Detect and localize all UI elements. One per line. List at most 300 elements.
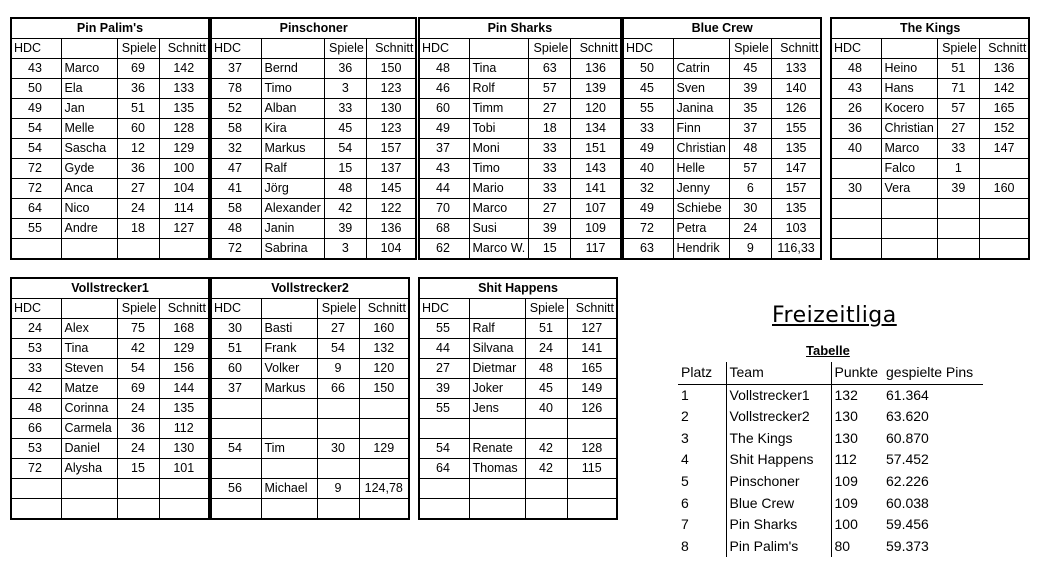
hdc-cell: 48 [831, 59, 881, 79]
player-name: Joker [469, 379, 525, 399]
spiele-cell: 69 [117, 59, 159, 79]
player-name: Marco [469, 199, 529, 219]
spiele-cell: 51 [117, 99, 159, 119]
name-header [61, 39, 117, 59]
spiele-cell: 45 [324, 119, 366, 139]
player-row [211, 239, 416, 260]
schnitt-cell: 109 [571, 219, 621, 239]
name-header [469, 39, 529, 59]
hdc-cell: 54 [11, 119, 61, 139]
standings-pins: 60.870 [886, 429, 929, 446]
schnitt-header: Schnitt [159, 299, 209, 319]
player-row [623, 119, 821, 139]
hdc-cell: 64 [11, 199, 61, 219]
spiele-cell: 30 [729, 199, 771, 219]
player-name: Steven [61, 359, 117, 379]
team-table [418, 277, 618, 520]
player-row [831, 239, 1029, 260]
player-row [211, 359, 409, 379]
player-row [623, 179, 821, 199]
schnitt-cell [159, 499, 209, 520]
player-row [623, 219, 821, 239]
schnitt-cell: 155 [771, 119, 821, 139]
schnitt-cell: 141 [571, 179, 621, 199]
player-name: Timo [261, 79, 324, 99]
hdc-cell: 40 [623, 159, 673, 179]
hdc-cell: 63 [623, 239, 673, 260]
hdc-cell: 50 [11, 79, 61, 99]
hdc-header: HDC [831, 39, 881, 59]
spiele-cell: 3 [324, 79, 366, 99]
player-row [831, 79, 1029, 99]
team-name-row [211, 18, 416, 39]
player-name: Falco [881, 159, 937, 179]
hdc-cell [419, 479, 469, 499]
standings-pins: 62.226 [886, 472, 929, 489]
player-row [419, 159, 621, 179]
spiele-header: Spiele [729, 39, 771, 59]
player-name [881, 219, 937, 239]
column-header-row [831, 39, 1029, 59]
hdc-cell: 36 [831, 119, 881, 139]
schnitt-header: Schnitt [567, 299, 617, 319]
schnitt-cell: 117 [571, 239, 621, 260]
player-row [419, 419, 617, 439]
player-name: Corinna [61, 399, 117, 419]
player-row [211, 379, 409, 399]
hdc-cell [211, 419, 261, 439]
player-name: Alysha [61, 459, 117, 479]
player-name: Tobi [469, 119, 529, 139]
schnitt-cell: 135 [159, 399, 209, 419]
hdc-cell: 60 [419, 99, 469, 119]
spiele-cell: 54 [117, 359, 159, 379]
player-name [261, 459, 317, 479]
player-name: Ela [61, 79, 117, 99]
spiele-cell: 12 [117, 139, 159, 159]
player-row [211, 479, 409, 499]
standings-punkte: 132 [831, 384, 883, 406]
standings-pins: 60.038 [886, 494, 929, 511]
player-row [211, 319, 409, 339]
player-name [261, 399, 317, 419]
player-row [419, 219, 621, 239]
team-table [622, 17, 822, 260]
standings-punkte: 100 [831, 514, 883, 536]
hdc-cell: 37 [419, 139, 469, 159]
name-header [261, 39, 324, 59]
player-name: Jörg [261, 179, 324, 199]
player-row [211, 179, 416, 199]
schnitt-cell: 149 [567, 379, 617, 399]
schnitt-cell [359, 499, 409, 520]
player-name: Thomas [469, 459, 525, 479]
hdc-cell: 30 [211, 319, 261, 339]
spiele-cell [937, 239, 979, 260]
spiele-cell: 57 [937, 99, 979, 119]
schnitt-cell: 129 [159, 139, 209, 159]
player-row [11, 339, 209, 359]
hdc-cell: 51 [211, 339, 261, 359]
spiele-cell: 40 [525, 399, 567, 419]
team-name: Blue Crew [623, 18, 821, 39]
schnitt-cell: 116,33 [771, 239, 821, 260]
spiele-cell: 57 [729, 159, 771, 179]
spiele-cell: 45 [729, 59, 771, 79]
player-name: Catrin [673, 59, 729, 79]
hdc-cell [831, 239, 881, 260]
spiele-header: Spiele [117, 39, 159, 59]
standings-pins: 61.364 [886, 386, 929, 403]
schnitt-cell [159, 239, 209, 260]
player-row [831, 199, 1029, 219]
standings-team: The Kings [726, 428, 831, 450]
spiele-cell: 6 [729, 179, 771, 199]
schnitt-cell: 147 [979, 139, 1029, 159]
hdc-cell: 48 [11, 399, 61, 419]
spiele-cell: 42 [525, 459, 567, 479]
hdc-cell: 55 [419, 319, 469, 339]
standings-table [678, 362, 983, 557]
player-name: Ralf [469, 319, 525, 339]
schnitt-cell: 114 [159, 199, 209, 219]
standings-row [678, 471, 983, 493]
spiele-cell: 54 [324, 139, 366, 159]
hdc-cell: 55 [419, 399, 469, 419]
hdc-cell: 46 [419, 79, 469, 99]
hdc-cell: 26 [831, 99, 881, 119]
standings-header-pins: gespielte Pins [883, 362, 983, 384]
hdc-cell [11, 479, 61, 499]
standings-row [678, 536, 983, 558]
standings-punkte: 112 [831, 449, 883, 471]
team-name: Pin Palim's [11, 18, 209, 39]
spiele-cell: 27 [937, 119, 979, 139]
name-header [469, 299, 525, 319]
team-table [210, 277, 410, 520]
standings-row [678, 384, 983, 406]
player-row [623, 199, 821, 219]
team-table [210, 17, 417, 260]
hdc-cell: 53 [11, 339, 61, 359]
spiele-cell: 57 [529, 79, 571, 99]
schnitt-cell: 151 [571, 139, 621, 159]
spiele-cell: 30 [317, 439, 359, 459]
hdc-cell: 72 [11, 459, 61, 479]
team-table [830, 17, 1030, 260]
player-name: Marco W. [469, 239, 529, 260]
standings-team: Shit Happens [726, 449, 831, 471]
schnitt-cell: 137 [366, 159, 416, 179]
hdc-cell: 49 [623, 139, 673, 159]
player-name: Bernd [261, 59, 324, 79]
spiele-cell: 36 [117, 419, 159, 439]
standings-platz: 1 [681, 386, 689, 403]
schnitt-cell: 112 [159, 419, 209, 439]
hdc-cell: 33 [11, 359, 61, 379]
hdc-header: HDC [419, 299, 469, 319]
schnitt-cell [159, 479, 209, 499]
player-row [11, 439, 209, 459]
player-name: Rolf [469, 79, 529, 99]
player-row [211, 419, 409, 439]
schnitt-cell: 142 [979, 79, 1029, 99]
league-title: Freizeitliga [772, 303, 897, 328]
player-name: Melle [61, 119, 117, 139]
player-name [61, 479, 117, 499]
standings-row [678, 428, 983, 450]
player-name: Marco [61, 59, 117, 79]
schnitt-cell: 128 [159, 119, 209, 139]
spiele-cell: 48 [324, 179, 366, 199]
team-name: Vollstrecker1 [11, 278, 209, 299]
spiele-cell [937, 219, 979, 239]
schnitt-cell: 130 [366, 99, 416, 119]
player-row [11, 159, 209, 179]
player-name: Volker [261, 359, 317, 379]
player-name [469, 499, 525, 520]
player-name [261, 499, 317, 520]
standings-platz: 5 [681, 472, 689, 489]
team-name-row [419, 18, 621, 39]
hdc-cell: 32 [211, 139, 261, 159]
player-row [831, 159, 1029, 179]
team-name: Pinschoner [211, 18, 416, 39]
spiele-cell: 24 [117, 399, 159, 419]
spiele-cell: 33 [937, 139, 979, 159]
schnitt-cell: 129 [359, 439, 409, 459]
player-name: Gyde [61, 159, 117, 179]
standings-platz: 3 [681, 429, 689, 446]
player-name: Tim [261, 439, 317, 459]
hdc-cell: 48 [419, 59, 469, 79]
team-table [418, 17, 622, 260]
schnitt-cell: 128 [567, 439, 617, 459]
player-name: Christian [673, 139, 729, 159]
standings-pins: 63.620 [886, 408, 929, 425]
player-row [831, 139, 1029, 159]
player-row [623, 99, 821, 119]
hdc-cell: 48 [211, 219, 261, 239]
schnitt-cell [979, 159, 1029, 179]
schnitt-cell: 123 [366, 79, 416, 99]
standings-team: Pin Palim's [726, 536, 831, 558]
player-name: Kocero [881, 99, 937, 119]
column-header-row [211, 299, 409, 319]
player-name: Michael [261, 479, 317, 499]
player-name: Anca [61, 179, 117, 199]
team-name-row [211, 278, 409, 299]
standings-pins: 59.456 [886, 516, 929, 533]
hdc-cell: 33 [623, 119, 673, 139]
player-row [419, 359, 617, 379]
spiele-cell: 71 [937, 79, 979, 99]
player-row [419, 119, 621, 139]
standings-punkte: 80 [831, 536, 883, 558]
spiele-cell: 37 [729, 119, 771, 139]
hdc-cell: 68 [419, 219, 469, 239]
standings-platz: 6 [681, 494, 689, 511]
spiele-cell: 18 [529, 119, 571, 139]
schnitt-header: Schnitt [159, 39, 209, 59]
schnitt-cell [979, 199, 1029, 219]
hdc-cell: 72 [623, 219, 673, 239]
spiele-cell: 75 [117, 319, 159, 339]
schnitt-cell: 165 [567, 359, 617, 379]
schnitt-cell [359, 419, 409, 439]
schnitt-cell: 130 [159, 439, 209, 459]
spiele-cell: 69 [117, 379, 159, 399]
player-name: Alexander [261, 199, 324, 219]
schnitt-cell: 101 [159, 459, 209, 479]
hdc-cell: 50 [623, 59, 673, 79]
column-header-row [11, 299, 209, 319]
spiele-cell: 60 [117, 119, 159, 139]
name-header [61, 299, 117, 319]
player-row [11, 419, 209, 439]
player-name: Susi [469, 219, 529, 239]
player-name: Marco [881, 139, 937, 159]
schnitt-cell: 100 [159, 159, 209, 179]
hdc-cell: 39 [419, 379, 469, 399]
player-row [11, 379, 209, 399]
column-header-row [11, 39, 209, 59]
player-name: Alban [261, 99, 324, 119]
hdc-header: HDC [211, 39, 261, 59]
schnitt-cell: 147 [771, 159, 821, 179]
player-name: Basti [261, 319, 317, 339]
player-name: Schiebe [673, 199, 729, 219]
hdc-cell: 64 [419, 459, 469, 479]
player-name: Timm [469, 99, 529, 119]
spiele-cell: 42 [117, 339, 159, 359]
player-row [211, 59, 416, 79]
team-name-row [11, 278, 209, 299]
player-name: Sascha [61, 139, 117, 159]
standings-row [678, 449, 983, 471]
schnitt-cell: 115 [567, 459, 617, 479]
name-header [261, 299, 317, 319]
player-name: Tina [61, 339, 117, 359]
player-row [211, 439, 409, 459]
spiele-cell [525, 479, 567, 499]
schnitt-cell: 127 [567, 319, 617, 339]
schnitt-cell: 103 [771, 219, 821, 239]
player-name: Vera [881, 179, 937, 199]
hdc-cell [831, 199, 881, 219]
player-row [11, 59, 209, 79]
hdc-cell: 27 [419, 359, 469, 379]
spiele-cell [317, 399, 359, 419]
hdc-cell [831, 159, 881, 179]
player-name: Markus [261, 379, 317, 399]
player-name [881, 239, 937, 260]
schnitt-cell: 126 [771, 99, 821, 119]
team-name: The Kings [831, 18, 1029, 39]
player-row [11, 319, 209, 339]
schnitt-cell: 144 [159, 379, 209, 399]
schnitt-cell: 160 [359, 319, 409, 339]
player-row [211, 159, 416, 179]
team-name: Vollstrecker2 [211, 278, 409, 299]
hdc-cell: 49 [419, 119, 469, 139]
player-name: Kira [261, 119, 324, 139]
hdc-cell [419, 419, 469, 439]
spiele-header: Spiele [525, 299, 567, 319]
schnitt-cell: 107 [571, 199, 621, 219]
schnitt-cell: 104 [366, 239, 416, 260]
player-row [11, 239, 209, 260]
spiele-cell: 45 [525, 379, 567, 399]
player-name [261, 419, 317, 439]
spiele-cell: 51 [525, 319, 567, 339]
player-row [11, 459, 209, 479]
spiele-cell: 15 [117, 459, 159, 479]
schnitt-cell: 150 [359, 379, 409, 399]
player-name: Jenny [673, 179, 729, 199]
hdc-cell: 54 [11, 139, 61, 159]
team-name-row [623, 18, 821, 39]
standings-team: Vollstrecker1 [726, 384, 831, 406]
player-name [61, 239, 117, 260]
spiele-cell: 39 [937, 179, 979, 199]
standings-punkte: 109 [831, 471, 883, 493]
player-row [211, 339, 409, 359]
schnitt-cell: 135 [771, 139, 821, 159]
schnitt-cell: 140 [771, 79, 821, 99]
player-name: Jan [61, 99, 117, 119]
schnitt-cell: 165 [979, 99, 1029, 119]
spiele-cell: 3 [324, 239, 366, 260]
schnitt-cell: 129 [159, 339, 209, 359]
player-row [419, 79, 621, 99]
player-row [623, 159, 821, 179]
standings-platz: 7 [681, 516, 689, 533]
hdc-cell [211, 399, 261, 419]
spiele-cell: 39 [729, 79, 771, 99]
player-row [11, 359, 209, 379]
schnitt-cell: 156 [159, 359, 209, 379]
player-name: Sabrina [261, 239, 324, 260]
schnitt-cell: 134 [571, 119, 621, 139]
player-row [11, 179, 209, 199]
spiele-header: Spiele [317, 299, 359, 319]
hdc-header: HDC [11, 299, 61, 319]
player-row [211, 199, 416, 219]
standings-pins: 57.452 [886, 451, 929, 468]
player-name: Jens [469, 399, 525, 419]
player-row [211, 119, 416, 139]
player-row [11, 139, 209, 159]
player-row [419, 179, 621, 199]
player-name [469, 479, 525, 499]
standings-header-punkte: Punkte [831, 362, 883, 384]
player-row [11, 99, 209, 119]
spiele-cell: 39 [529, 219, 571, 239]
hdc-cell: 43 [831, 79, 881, 99]
player-row [419, 59, 621, 79]
spiele-cell: 33 [324, 99, 366, 119]
standings-label: Tabelle [806, 343, 850, 358]
hdc-cell: 56 [211, 479, 261, 499]
schnitt-cell: 145 [366, 179, 416, 199]
player-row [211, 459, 409, 479]
schnitt-cell: 104 [159, 179, 209, 199]
schnitt-cell: 139 [571, 79, 621, 99]
standings-row [678, 406, 983, 428]
player-name: Frank [261, 339, 317, 359]
spiele-cell [117, 239, 159, 260]
